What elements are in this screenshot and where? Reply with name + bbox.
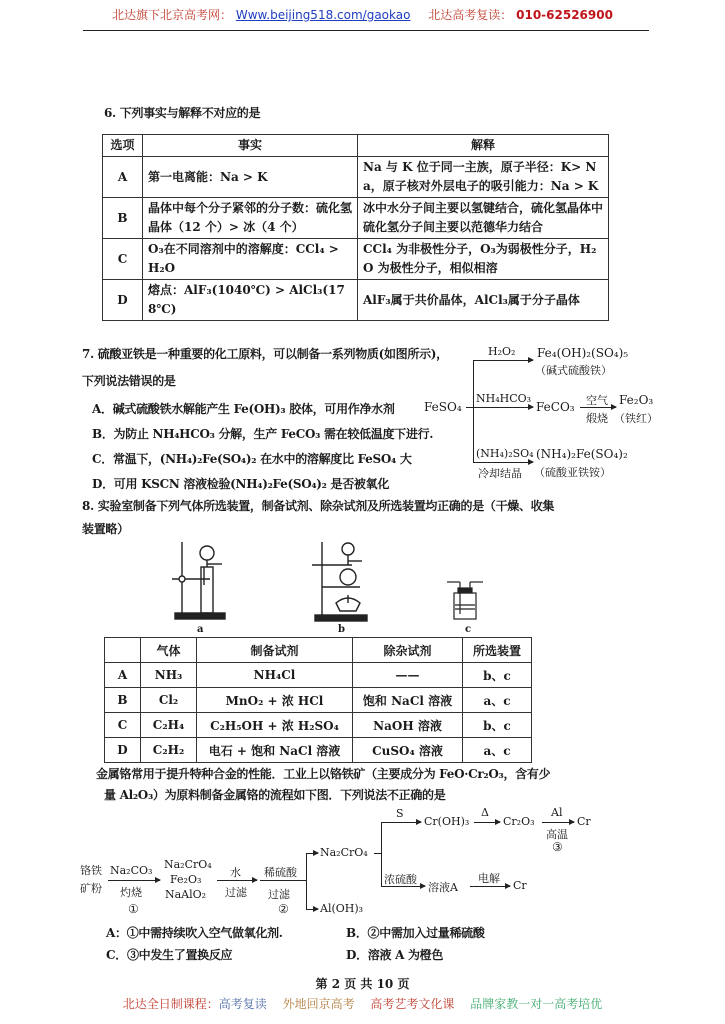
q9-step1-num: ① <box>128 902 139 916</box>
q8-option: B <box>105 688 141 713</box>
q9-mix-3: NaAlO₂ <box>165 888 207 901</box>
table-row <box>105 663 532 688</box>
q9-title-line1: 金属铬常用于提升特种合金的性能．工业上以铬铁矿（主要成分为 FeO·Cr₂O₃，含有少 <box>96 767 551 781</box>
table-row <box>103 157 609 198</box>
q9-split-bar-2 <box>381 822 382 886</box>
header-site-label: 北达旗下北京高考网： <box>112 8 233 22</box>
q6-title: 6. 下列事实与解释不对应的是 <box>104 106 261 120</box>
apparatus-b-icon <box>312 537 382 625</box>
q9-arrow-electro <box>470 886 510 887</box>
q8-header-purify: 除杂试剂 <box>353 638 463 663</box>
q8-device: a、c <box>463 688 532 713</box>
footer-link-return[interactable]: 外地回京高考 <box>282 997 355 1011</box>
q7-start: FeSO₄ <box>424 400 462 414</box>
table-row <box>105 713 532 738</box>
q9-title-line2: 量 Al₂O₃）为原料制备金属铬的流程如下图．下列说法不正确的是 <box>104 788 446 802</box>
footer-link-courses[interactable]: 北达全日制课程： <box>122 997 219 1011</box>
q8-reagent: MnO₂ + 浓 HCl <box>197 688 353 713</box>
q9-arrow-heat <box>474 822 500 823</box>
q7-arrow-1 <box>473 360 533 361</box>
q7-option-a[interactable]: A．碱式硫酸铁水解能产生 Fe(OH)₃ 胶体，可用作净水剂 <box>92 402 395 416</box>
q8-option: D <box>105 738 141 763</box>
q9-option-c[interactable]: C．③中发生了置换反应 <box>106 948 233 962</box>
q9-arrow-s <box>381 822 421 823</box>
table-row <box>103 239 609 280</box>
q7-branch2-step-bottom: 煅烧 <box>586 412 608 425</box>
q6-explanation: CCl₄ 为非极性分子，O₃为弱极性分子，H₂O 为极性分子，相似相溶 <box>358 239 609 280</box>
q9-s-label: S <box>396 807 404 820</box>
q6-fact: 晶体中每个分子紧邻的分子数：硫化氢晶体（12 个）> 冰（4 个） <box>143 198 358 239</box>
q7-branch2-final: Fe₂O₃ <box>619 393 654 407</box>
q8-header-gas: 气体 <box>141 638 197 663</box>
footer-link-tutoring[interactable]: 品牌家教一对一高考培优 <box>470 997 603 1011</box>
q8-purify: CuSO₄ 溶液 <box>353 738 463 763</box>
q8-gas: C₂H₂ <box>141 738 197 763</box>
q9-step2-top: 稀硫酸 <box>264 866 297 879</box>
q8-device: a、c <box>463 738 532 763</box>
q9-cr2o3: Cr₂O₃ <box>503 815 535 828</box>
q9-option-b[interactable]: B．②中需加入过量稀硫酸 <box>346 926 485 940</box>
q8-device: b、c <box>463 663 532 688</box>
q9-water: 水 <box>230 866 241 879</box>
header-divider <box>83 30 649 31</box>
q6-explanation: 冰中水分子间主要以氢键结合，硫化氢晶体中硫化氢分子间主要以范德华力结合 <box>358 198 609 239</box>
q9-option-d[interactable]: D．溶液 A 为橙色 <box>346 948 444 962</box>
q8-reagent: NH₄Cl <box>197 663 353 688</box>
q9-line-2 <box>260 880 306 881</box>
q7-branch2-reagent: NH₄HCO₃ <box>476 392 532 405</box>
q6-option: D <box>103 280 143 321</box>
q8-option: C <box>105 713 141 738</box>
header-hotline-label: 北达高考复读： <box>428 8 513 22</box>
q9-high-temp: 高温 <box>546 828 568 841</box>
table-row <box>103 198 609 239</box>
q8-title-line1: 8. 实验室制备下列气体所选装置，制备试剂、除杂试剂及所选装置均正确的是（干燥、收集 <box>82 499 555 513</box>
q9-step2-num: ② <box>278 902 289 916</box>
q9-filter-1: 过滤 <box>225 886 247 899</box>
q9-upper-product: Na₂CrO₄ <box>320 846 368 859</box>
q7-branch2-step-top: 空气 <box>586 394 608 407</box>
q8-title-line2: 装置略） <box>82 522 129 536</box>
q9-cr-top: Cr <box>577 815 591 828</box>
q8-gas: Cl₂ <box>141 688 197 713</box>
footer-links <box>0 995 725 1012</box>
q8-purify: —— <box>353 663 463 688</box>
q9-step1-bottom: 灼烧 <box>120 886 142 899</box>
q7-branch-bar <box>473 360 474 463</box>
q6-fact: 第一电离能：Na > K <box>143 157 358 198</box>
q8-table <box>104 637 532 763</box>
q9-step1-top: Na₂CO₃ <box>110 864 153 877</box>
q6-fact: O₃在不同溶剂中的溶解度：CCl₄ > H₂O <box>143 239 358 280</box>
q9-arrow-1 <box>108 880 160 881</box>
q6-explanation: Na 与 K 位于同一主族，原子半径：K> Na，原子核对外层电子的吸引能力：Na > K <box>358 157 609 198</box>
header-phone: 010-62526900 <box>516 8 613 22</box>
q7-branch3-condition: 冷却结晶 <box>478 467 522 480</box>
table-row <box>103 280 609 321</box>
q6-option: B <box>103 198 143 239</box>
q9-step2-bottom: 过滤 <box>268 888 290 901</box>
q7-branch2-product: FeCO₃ <box>536 400 575 414</box>
q7-branch3-name: （硫酸亚铁铵） <box>534 466 611 479</box>
q8-header-row <box>105 638 532 663</box>
q9-lower-product: Al(OH)₃ <box>320 902 364 915</box>
apparatus-a-icon <box>170 537 250 625</box>
q9-arrow-2 <box>217 880 257 881</box>
q9-arrow-upper <box>306 853 318 854</box>
q6-option: A <box>103 157 143 198</box>
q8-reagent: C₂H₅OH + 浓 H₂SO₄ <box>197 713 353 738</box>
q6-fact: 熔点：AlF₃(1040℃) > AlCl₃(178℃) <box>143 280 358 321</box>
q9-mix-2: Fe₂O₃ <box>170 873 202 886</box>
q9-heat: Δ <box>481 806 489 819</box>
q9-cr-bottom: Cr <box>513 879 527 892</box>
q7-title-line2: 下列说法错误的是 <box>82 374 176 388</box>
q9-split-bar <box>306 853 307 910</box>
q9-al-label: Al <box>551 806 563 819</box>
apparatus-b-label: b <box>338 624 345 635</box>
q8-device: b、c <box>463 713 532 738</box>
q6-table <box>102 134 609 321</box>
q7-option-b[interactable]: B．为防止 NH₄HCO₃ 分解，生产 FeCO₃ 需在较低温度下进行. <box>92 427 434 441</box>
q6-header-explanation: 解释 <box>358 135 609 157</box>
q7-option-c[interactable]: C．常温下，(NH₄)₂Fe(SO₄)₂ 在水中的溶解度比 FeSO₄ 大 <box>92 452 412 466</box>
q8-option: A <box>105 663 141 688</box>
q7-arrow-2 <box>473 407 533 408</box>
q8-header-option <box>105 638 141 663</box>
q7-branch3-product: (NH₄)₂Fe(SO₄)₂ <box>536 447 628 461</box>
q9-solution-a: 溶液A <box>428 881 458 894</box>
q7-branch3-reagent: (NH₄)₂SO₄ <box>476 447 534 460</box>
q9-arrow-lower <box>306 909 318 910</box>
header-link[interactable]: Www.beijing518.com/gaokao <box>235 8 411 22</box>
q8-gas: C₂H₄ <box>141 713 197 738</box>
q9-acid-label: 浓硫酸 <box>384 873 417 886</box>
apparatus-c-label: c <box>465 624 471 635</box>
q9-raw-2: 矿粉 <box>80 882 102 895</box>
q7-branch1-product: Fe₄(OH)₂(SO₄)₅ <box>537 346 629 360</box>
q6-header-fact: 事实 <box>143 135 358 157</box>
q7-branch2-final-name: （铁红） <box>614 412 658 425</box>
q7-option-d[interactable]: D．可用 KSCN 溶液检验(NH₄)₂Fe(SO₄)₂ 是否被氧化 <box>92 477 390 491</box>
q9-step3-num: ③ <box>552 840 563 854</box>
q8-purify: NaOH 溶液 <box>353 713 463 738</box>
q7-branch1-name: （碱式硫酸铁） <box>535 364 612 377</box>
apparatus-c-icon <box>445 578 485 623</box>
q8-purify: 饱和 NaCl 溶液 <box>353 688 463 713</box>
footer-link-art[interactable]: 高考艺考文化课 <box>370 997 455 1011</box>
q9-mix-1: Na₂CrO₄ <box>164 858 212 871</box>
page-number: 第 2 页 共 10 页 <box>315 977 410 991</box>
q8-reagent: 电石 + 饱和 NaCl 溶液 <box>197 738 353 763</box>
q9-raw-1: 铬铁 <box>80 864 102 877</box>
q8-header-reagent: 制备试剂 <box>197 638 353 663</box>
q9-option-a[interactable]: A：①中需持续吹入空气做氧化剂. <box>106 926 283 940</box>
apparatus-a-label: a <box>197 624 204 635</box>
q6-explanation: AlF₃属于共价晶体，AlCl₃属于分子晶体 <box>358 280 609 321</box>
table-row <box>105 688 532 713</box>
q9-electrolysis: 电解 <box>478 872 500 885</box>
q6-header-option: 选项 <box>103 135 143 157</box>
q9-arrow-al <box>542 822 574 823</box>
q9-croh3: Cr(OH)₃ <box>424 815 470 828</box>
q8-header-device: 所选装置 <box>463 638 532 663</box>
table-row <box>105 738 532 763</box>
q7-branch1-reagent: H₂O₂ <box>488 345 516 358</box>
footer-link-repeat[interactable]: 高考复读 <box>218 997 267 1011</box>
q7-title-line1: 7. 硫酸亚铁是一种重要的化工原料，可以制备一系列物质(如图所示)， <box>82 347 448 361</box>
q7-arrow-3 <box>473 462 533 463</box>
q6-option: C <box>103 239 143 280</box>
page-header <box>0 6 725 23</box>
q8-gas: NH₃ <box>141 663 197 688</box>
q6-header-row <box>103 135 609 157</box>
